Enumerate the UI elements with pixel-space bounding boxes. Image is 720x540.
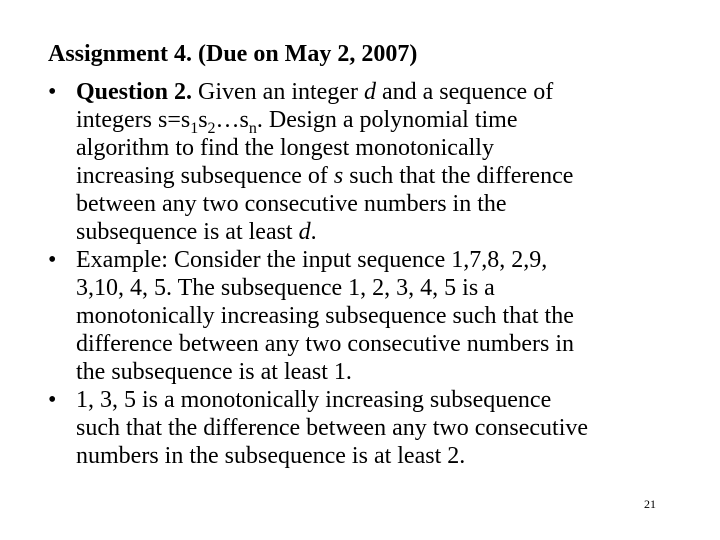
example-line-5: the subsequence is at least 1. <box>76 359 352 385</box>
question-line-3: algorithm to find the longest monotonically <box>76 135 494 161</box>
bullet-dot: • <box>48 387 57 413</box>
question-line-4 <box>76 162 688 190</box>
example2-line-1: 1, 3, 5 is a monotonically increasing subsequence <box>76 387 552 413</box>
slide-title: Assignment 4. (Due on May 2, 2007) <box>48 41 418 67</box>
question-line-2 <box>76 106 688 137</box>
example2-line-2: such that the difference between any two consecutive <box>76 415 589 441</box>
question-text: …s <box>215 107 249 133</box>
example-line-2: 3,10, 4, 5. The subsequence 1, 2, 3, 4, 5 is a <box>76 275 495 301</box>
subscript: n <box>248 120 257 137</box>
variable-d: d <box>298 219 311 245</box>
question-line-5: between any two consecutive numbers in the <box>76 191 507 217</box>
page-number: 21 <box>644 497 656 511</box>
question-line-6 <box>76 218 688 246</box>
bullet-example <box>48 246 688 386</box>
bullet-dot: • <box>48 79 57 105</box>
question-line-1 <box>76 78 688 106</box>
example2-line-3: numbers in the subsequence is at least 2. <box>76 443 466 469</box>
question-text: . Design a polynomial time <box>256 107 518 133</box>
bullet-dot: • <box>48 247 57 273</box>
subscript: 1 <box>190 120 199 137</box>
question-text: increasing subsequence of <box>76 163 334 189</box>
question-text: . <box>310 219 317 245</box>
question-text: s <box>198 107 208 133</box>
example-line-4: difference between any two consecutive numbers in <box>76 331 575 357</box>
variable-s: s <box>333 163 344 189</box>
bullet-question-2 <box>48 78 688 246</box>
question-text: and a sequence of <box>375 79 554 105</box>
question-text: Given an integer <box>192 79 364 105</box>
example-line-3: monotonically increasing subsequence such that the <box>76 303 574 329</box>
example-line-1: Example: Consider the input sequence 1,7,8, 2,9, <box>76 247 548 273</box>
question-text: such that the difference <box>343 163 574 189</box>
variable-d: d <box>363 79 376 105</box>
question-text: subsequence is at least <box>76 219 299 245</box>
bullet-example-2 <box>48 386 688 470</box>
question-text: integers s=s <box>76 107 191 133</box>
question-label: Question 2. <box>76 79 193 105</box>
bullet-list <box>48 78 688 470</box>
subscript: 2 <box>207 120 216 137</box>
